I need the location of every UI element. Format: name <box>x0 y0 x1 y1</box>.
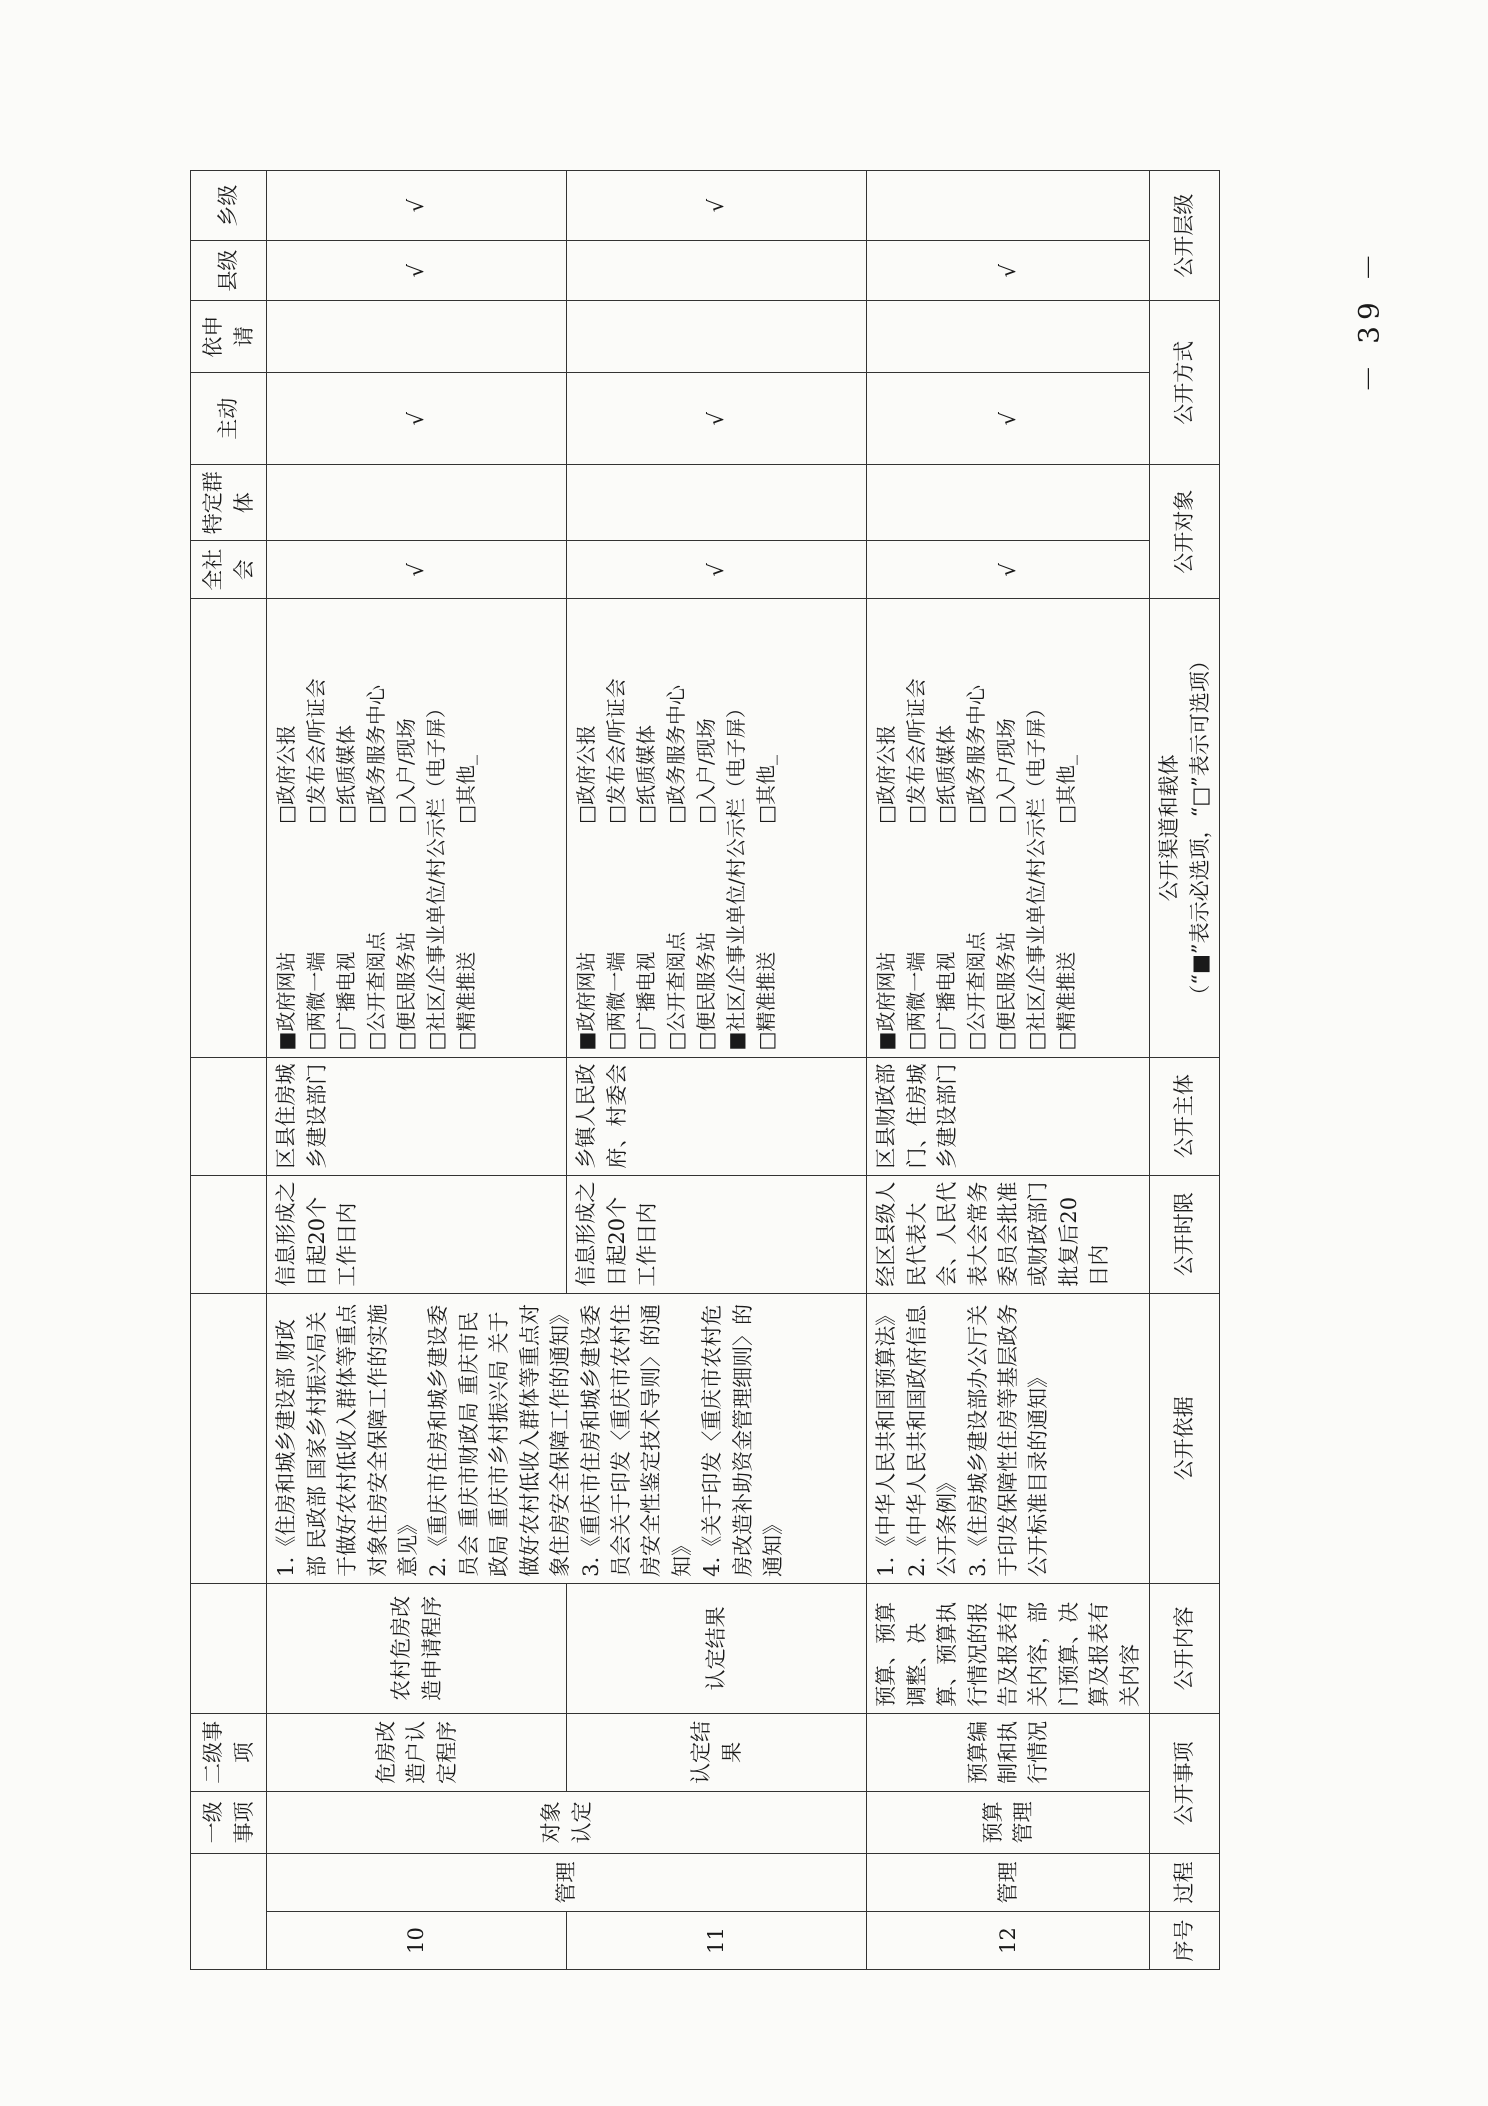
footer-process: 过程 <box>1150 1853 1220 1911</box>
channel-label: 便民服务站 <box>394 931 419 1032</box>
check-county <box>567 241 867 301</box>
unchecked-box-icon: □ <box>634 1031 659 1051</box>
subject-cell: 区县住房城乡建设部门 <box>267 1057 567 1175</box>
channel-label: 纸质媒体 <box>934 725 959 805</box>
channel-label: 政府公报 <box>574 725 599 805</box>
channel-option <box>361 605 391 824</box>
channel-option <box>301 832 331 1051</box>
col-seq <box>191 1853 267 1969</box>
check-town <box>867 171 1150 241</box>
basis-line: 1.《中华人民共和国预算法》 <box>874 1304 899 1577</box>
col-channel-blank <box>191 599 267 1057</box>
channel-option <box>331 832 361 1051</box>
seq-cell: 11 <box>567 1911 867 1969</box>
col-mode-apply: 依申请 <box>191 301 267 373</box>
check-active: √ <box>867 373 1150 465</box>
check-specific <box>867 465 1150 541</box>
lvl2-cell: 危房改造户认定程序 <box>267 1713 567 1791</box>
col-target-all: 全社会 <box>191 541 267 599</box>
channel-label: 两微一端 <box>604 951 629 1032</box>
basis-line: 1.《住房和城乡建设部 财政部 民政部 国家乡村振兴局关于做好农村低收入群体等重点对象住房安全保障工作的实施意见》 <box>274 1303 420 1577</box>
unchecked-box-icon: □ <box>694 805 719 824</box>
channel-label: 其他_ <box>754 755 779 805</box>
lvl2-cell: 认定结果 <box>567 1713 867 1791</box>
rotated-table-container <box>190 170 1220 1970</box>
basis-line: 2.《重庆市住房和城乡建设委员会 重庆市财政局 重庆市民政局 重庆市乡村振兴局 关于做好农村低收入群体等重点对象住房安全保障工作的通知》 <box>426 1303 573 1577</box>
unchecked-box-icon: □ <box>1024 1031 1049 1051</box>
lvl1-cell: 对象认定 <box>267 1791 867 1853</box>
page-number: － 39 － <box>1352 247 1386 393</box>
lvl2-cell: 预算编制和执行情况 <box>867 1713 1150 1791</box>
channel-option <box>1021 605 1051 1050</box>
channel-option <box>931 832 961 1051</box>
checked-box-icon: ■ <box>274 1031 299 1051</box>
channel-option <box>451 832 481 1051</box>
channel-label: 入户/现场 <box>694 718 719 805</box>
col-mode-active: 主动 <box>191 373 267 465</box>
channel-label: 政务服务中心 <box>664 685 689 805</box>
time-cell: 经区县级人民代表大会、人民代表大会常务委员会批准或财政部门批复后20日内 <box>867 1175 1150 1293</box>
channel-label: 公开查阅点 <box>664 931 689 1032</box>
basis-line: 3.《住房城乡建设部办公厅关于印发保障性住房等基层政务公开标准目录的通知》 <box>965 1303 1051 1577</box>
unchecked-box-icon: □ <box>454 1031 479 1051</box>
channel-option <box>751 605 781 824</box>
channel-option <box>631 832 661 1051</box>
footer-time: 公开时限 <box>1150 1175 1220 1293</box>
channel-label: 社区/企事业单位/村公示栏（电子屏） <box>424 698 449 1032</box>
channel-label: 广播电视 <box>934 951 959 1032</box>
channel-label: 入户/现场 <box>994 718 1019 805</box>
channel-label: 发布会/听证会 <box>604 678 629 805</box>
footer-channel-note: （“■”表示必选项，“□”表示可选项） <box>1187 650 1212 1006</box>
channel-label: 政府公报 <box>274 725 299 805</box>
channel-label: 入户/现场 <box>394 718 419 805</box>
channel-cell <box>267 599 567 1057</box>
channel-label: 两微一端 <box>304 951 329 1032</box>
channel-list <box>871 605 1081 1050</box>
channel-label: 纸质媒体 <box>634 725 659 805</box>
channel-cell <box>867 599 1150 1057</box>
channel-option <box>991 832 1021 1051</box>
channel-label: 公开查阅点 <box>364 931 389 1032</box>
unchecked-box-icon: □ <box>334 1031 359 1051</box>
check-all: √ <box>267 541 567 599</box>
basis-cell <box>267 1293 867 1583</box>
subject-cell: 区县财政部门、住房城乡建设部门 <box>867 1057 1150 1175</box>
channel-label: 广播电视 <box>334 951 359 1032</box>
check-apply <box>867 301 1150 373</box>
table-row <box>267 171 567 1970</box>
content-cell: 预算、预算调整、决算、预算执行情况的报告及报表有关内容，部门预算、决算及报表有关内容 <box>867 1583 1150 1713</box>
disclosure-table <box>190 170 1220 1970</box>
channel-label: 社区/企事业单位/村公示栏（电子屏） <box>724 698 749 1032</box>
basis-cell <box>867 1293 1150 1583</box>
channel-label: 其他_ <box>454 755 479 805</box>
channel-label: 政务服务中心 <box>964 685 989 805</box>
channel-option <box>871 605 901 824</box>
channel-label: 广播电视 <box>634 951 659 1032</box>
check-county: √ <box>267 241 567 301</box>
col-content-blank <box>191 1583 267 1713</box>
check-town: √ <box>567 171 867 241</box>
channel-option <box>451 605 481 824</box>
unchecked-box-icon: □ <box>994 1031 1019 1051</box>
footer-header-row <box>1150 171 1220 1970</box>
checked-box-icon: ■ <box>874 1031 899 1051</box>
unchecked-box-icon: □ <box>604 805 629 824</box>
time-cell: 信息形成之日起20个工作日内 <box>567 1175 867 1293</box>
channel-option <box>1051 832 1081 1051</box>
unchecked-box-icon: □ <box>304 805 329 824</box>
channel-option <box>391 832 421 1051</box>
channel-option <box>661 605 691 824</box>
process-cell: 管理 <box>867 1853 1150 1911</box>
seq-cell: 12 <box>867 1911 1150 1969</box>
unchecked-box-icon: □ <box>364 805 389 824</box>
channel-list <box>571 605 781 1050</box>
lvl1-cell: 预算管理 <box>867 1791 1150 1853</box>
channel-option <box>391 605 421 824</box>
col-basis-blank <box>191 1293 267 1583</box>
unchecked-box-icon: □ <box>754 805 779 824</box>
unchecked-box-icon: □ <box>574 805 599 824</box>
channel-option <box>721 605 751 1050</box>
footer-channel-title: 公开渠道和载体 <box>1157 754 1182 902</box>
checked-box-icon: ■ <box>724 1031 749 1051</box>
channel-label: 政府网站 <box>874 951 899 1032</box>
basis-line: 3.《重庆市住房和城乡建设委员会关于印发〈重庆市农村住房安全性鉴定技术导则〉的通知》 <box>578 1303 694 1577</box>
unchecked-box-icon: □ <box>1054 1031 1079 1051</box>
col-subject-blank <box>191 1057 267 1175</box>
seq-cell: 10 <box>267 1911 567 1969</box>
channel-option <box>331 605 361 824</box>
channel-cell <box>567 599 867 1057</box>
channel-label: 精准推送 <box>1054 951 1079 1032</box>
footer-level: 公开层级 <box>1150 171 1220 301</box>
footer-item: 公开事项 <box>1150 1713 1220 1853</box>
footer-mode: 公开方式 <box>1150 301 1220 465</box>
unchecked-box-icon: □ <box>934 805 959 824</box>
channel-option <box>961 832 991 1051</box>
footer-seq: 序号 <box>1150 1911 1220 1969</box>
channel-option <box>271 832 301 1051</box>
col-level-county: 县级 <box>191 241 267 301</box>
unchecked-box-icon: □ <box>994 805 1019 824</box>
unchecked-box-icon: □ <box>304 1031 329 1051</box>
channel-option <box>1051 605 1081 824</box>
col-time-blank <box>191 1175 267 1293</box>
unchecked-box-icon: □ <box>874 805 899 824</box>
channel-label: 政府公报 <box>874 725 899 805</box>
unchecked-box-icon: □ <box>1054 805 1079 824</box>
check-apply <box>267 301 567 373</box>
channel-option <box>751 832 781 1051</box>
unchecked-box-icon: □ <box>424 1031 449 1051</box>
channel-option <box>901 832 931 1051</box>
check-specific <box>567 465 867 541</box>
channel-label: 政府网站 <box>574 951 599 1032</box>
col-lvl2: 二级事项 <box>191 1713 267 1791</box>
header-row-1 <box>191 171 261 1970</box>
unchecked-box-icon: □ <box>634 805 659 824</box>
process-cell: 管理 <box>267 1853 867 1911</box>
channel-label: 便民服务站 <box>694 931 719 1032</box>
channel-option <box>631 605 661 824</box>
channel-option <box>571 832 601 1051</box>
unchecked-box-icon: □ <box>754 1031 779 1051</box>
check-all: √ <box>567 541 867 599</box>
unchecked-box-icon: □ <box>454 805 479 824</box>
channel-option <box>571 605 601 824</box>
channel-label: 公开查阅点 <box>964 931 989 1032</box>
content-cell: 农村危房改造申请程序 <box>267 1583 567 1713</box>
channel-option <box>991 605 1021 824</box>
time-cell: 信息形成之日起20个工作日内 <box>267 1175 567 1293</box>
unchecked-box-icon: □ <box>394 805 419 824</box>
channel-label: 两微一端 <box>904 951 929 1032</box>
unchecked-box-icon: □ <box>334 805 359 824</box>
channel-option <box>691 605 721 824</box>
footer-channel <box>1150 599 1220 1057</box>
channel-option <box>361 832 391 1051</box>
footer-target: 公开对象 <box>1150 465 1220 599</box>
unchecked-box-icon: □ <box>934 1031 959 1051</box>
table-row <box>567 171 867 1970</box>
unchecked-box-icon: □ <box>694 1031 719 1051</box>
unchecked-box-icon: □ <box>664 805 689 824</box>
channel-option <box>601 605 631 824</box>
channel-label: 发布会/听证会 <box>904 678 929 805</box>
channel-option <box>601 832 631 1051</box>
unchecked-box-icon: □ <box>394 1031 419 1051</box>
unchecked-box-icon: □ <box>904 805 929 824</box>
channel-option <box>301 605 331 824</box>
col-lvl1: 一级事项 <box>191 1791 267 1853</box>
channel-option <box>901 605 931 824</box>
channel-option <box>961 605 991 824</box>
unchecked-box-icon: □ <box>904 1031 929 1051</box>
channel-label: 精准推送 <box>454 951 479 1032</box>
channel-label: 其他_ <box>1054 755 1079 805</box>
check-active: √ <box>567 373 867 465</box>
channel-label: 纸质媒体 <box>334 725 359 805</box>
basis-line: 2.《中华人民共和国政府信息公开条例》 <box>904 1304 960 1577</box>
channel-label: 便民服务站 <box>994 931 1019 1032</box>
col-target-specific: 特定群体 <box>191 465 267 541</box>
col-level-town: 乡级 <box>191 171 267 241</box>
unchecked-box-icon: □ <box>964 805 989 824</box>
unchecked-box-icon: □ <box>664 1031 689 1051</box>
channel-option <box>421 605 451 1050</box>
channel-label: 政务服务中心 <box>364 685 389 805</box>
unchecked-box-icon: □ <box>274 805 299 824</box>
channel-option <box>661 832 691 1051</box>
unchecked-box-icon: □ <box>964 1031 989 1051</box>
check-town: √ <box>267 171 567 241</box>
check-specific <box>267 465 567 541</box>
unchecked-box-icon: □ <box>604 1031 629 1051</box>
content-cell: 认定结果 <box>567 1583 867 1713</box>
channel-option <box>691 832 721 1051</box>
channel-option <box>871 832 901 1051</box>
check-active: √ <box>267 373 567 465</box>
check-apply <box>567 301 867 373</box>
check-all: √ <box>867 541 1150 599</box>
unchecked-box-icon: □ <box>364 1031 389 1051</box>
footer-content: 公开内容 <box>1150 1583 1220 1713</box>
basis-line: 4.《关于印发〈重庆市农村危房改造补助资金管理细则〉的通知》 <box>700 1303 786 1577</box>
subject-cell: 乡镇人民政府、村委会 <box>567 1057 867 1175</box>
checked-box-icon: ■ <box>574 1031 599 1051</box>
channel-label: 发布会/听证会 <box>304 678 329 805</box>
table-row <box>867 171 1150 1970</box>
channel-label: 社区/企事业单位/村公示栏（电子屏） <box>1024 698 1049 1032</box>
channel-label: 政府网站 <box>274 951 299 1032</box>
footer-subject: 公开主体 <box>1150 1057 1220 1175</box>
channel-option <box>931 605 961 824</box>
footer-basis: 公开依据 <box>1150 1293 1220 1583</box>
channel-option <box>271 605 301 824</box>
check-county: √ <box>867 241 1150 301</box>
channel-list <box>271 605 481 1050</box>
channel-label: 精准推送 <box>754 951 779 1032</box>
